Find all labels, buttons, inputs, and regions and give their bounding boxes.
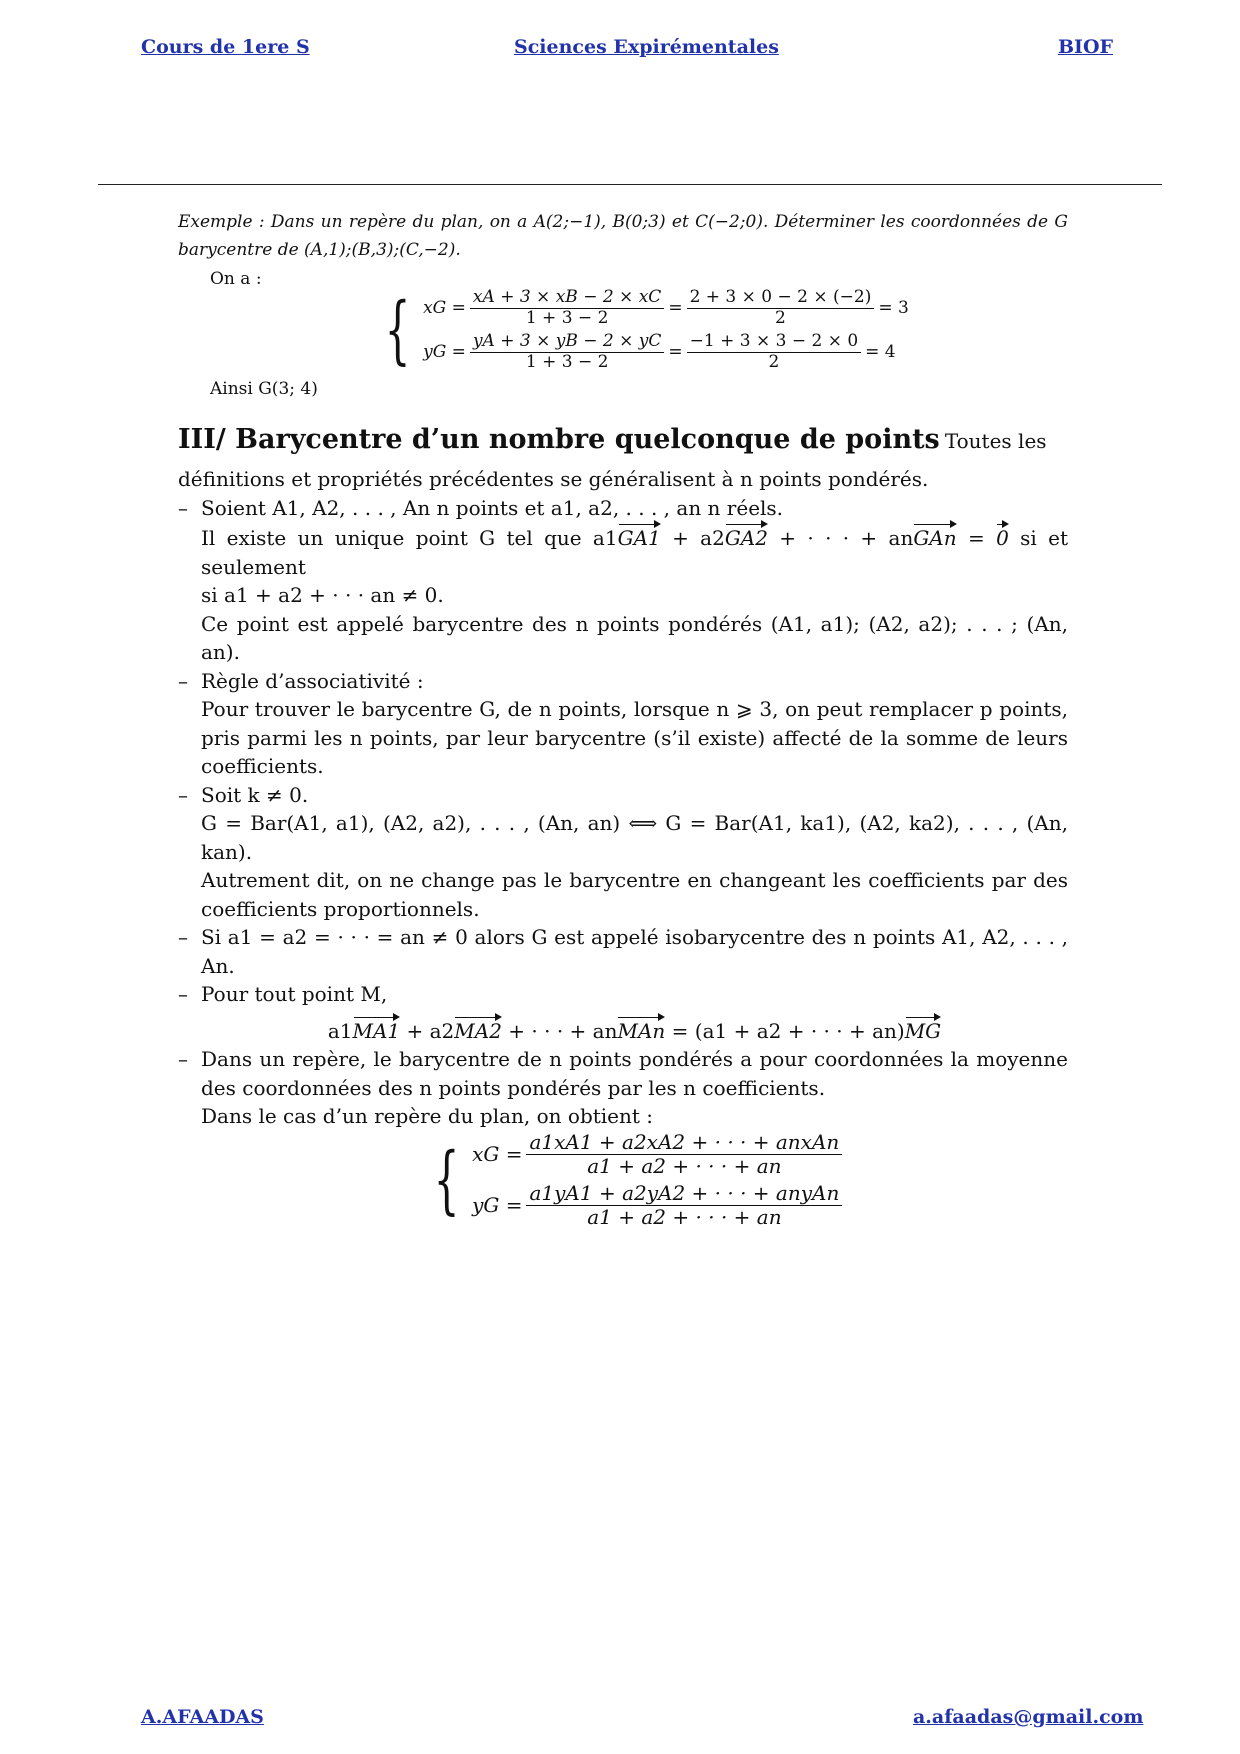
xg-denominator-values: 2 bbox=[775, 307, 786, 328]
text-fragment: + a2 bbox=[660, 526, 725, 551]
item-text: Autrement dit, on ne change pas le barycentre en changeant les coefficients par des coefficients proportionnels. bbox=[201, 868, 1068, 921]
page-content bbox=[178, 208, 1068, 1229]
yg-denominator-values: 2 bbox=[768, 351, 780, 372]
example-xg-row bbox=[423, 288, 909, 328]
yg-numerator: yA + 3 × yB − 2 × yC bbox=[470, 332, 664, 353]
section-intro-rest: définitions et propriétés précédentes se généralisent à n points pondérés. bbox=[178, 467, 929, 492]
vector-ga1: GA1 bbox=[618, 522, 661, 553]
xg-lhs: xG = bbox=[423, 298, 466, 319]
example-label: Exemple : bbox=[178, 212, 265, 232]
general-xg-row bbox=[472, 1131, 846, 1178]
header-right[interactable]: BIOF bbox=[1058, 36, 1113, 58]
header-center[interactable]: Sciences Expirémentales bbox=[514, 36, 779, 58]
xg-numerator-values: 2 + 3 × 0 − 2 × (−2) bbox=[687, 288, 875, 309]
vector-zero: 0 bbox=[996, 522, 1009, 553]
item-text: – Soit k ≠ 0. bbox=[201, 782, 309, 807]
example-system bbox=[374, 288, 1068, 372]
item-text: – Règle d’associativité : bbox=[201, 668, 424, 693]
yg-lhs: yG = bbox=[472, 1192, 523, 1217]
header-rule bbox=[98, 184, 1162, 185]
example-conclusion: Ainsi G(3; 4) bbox=[210, 379, 318, 400]
equals: = bbox=[668, 342, 683, 363]
vector-gan: GAn bbox=[913, 522, 956, 553]
item-text: si a1 + a2 + · · · an ≠ 0. bbox=[201, 583, 444, 608]
yg-denominator: 1 + 3 − 2 bbox=[525, 351, 609, 372]
section-intro-start: Toutes les bbox=[944, 429, 1047, 454]
item-text: Pour trouver le barycentre G, de n points, lorsque n ⩾ 3, on peut remplacer p points, pris parmi les n points, par leur barycentre (s’il existe) affecté de la somme de leurs coefficients. bbox=[201, 697, 1068, 779]
yg-numerator: a1yA1 + a2yA2 + · · · + anyAn bbox=[526, 1182, 842, 1206]
list-item bbox=[178, 1045, 1068, 1229]
header-left[interactable]: Cours de 1ere S bbox=[141, 36, 310, 58]
left-brace: { bbox=[384, 287, 411, 374]
equals: = bbox=[668, 298, 683, 319]
example-paragraph bbox=[178, 208, 1068, 264]
xg-denominator: a1 + a2 + · · · + an bbox=[587, 1153, 782, 1178]
section-title: III/ Barycentre d’un nombre quelconque de points bbox=[178, 424, 940, 456]
vector-man: MAn bbox=[617, 1015, 665, 1046]
section-heading bbox=[178, 422, 1068, 461]
example-yg-row bbox=[423, 332, 909, 372]
item-vector-sum-line bbox=[201, 522, 1068, 581]
yg-lhs: yG = bbox=[423, 342, 466, 363]
vector-ma1: MA1 bbox=[353, 1015, 401, 1046]
xg-lhs: xG = bbox=[472, 1141, 523, 1166]
text-fragment: si et seulement bbox=[201, 526, 1068, 579]
example-text: Dans un repère du plan, on a A(2;−1), B(0;3) et C(−2;0). Déterminer les coordonnées de G barycentre de (A,1);(B,3);(C,−2). bbox=[178, 212, 1068, 260]
list-item bbox=[178, 781, 1068, 924]
footer-left[interactable]: A.AFAADAS bbox=[141, 1706, 264, 1728]
yg-denominator: a1 + a2 + · · · + an bbox=[587, 1204, 782, 1229]
list-item bbox=[178, 494, 1068, 667]
item-text: – Soient A1, A2, . . . , An n points et a1, a2, . . . , an n réels. bbox=[201, 495, 784, 520]
xg-numerator: xA + 3 × xB − 2 × xC bbox=[470, 288, 664, 309]
vector-ma2: MA2 bbox=[454, 1015, 502, 1046]
xg-result: = 3 bbox=[878, 298, 909, 319]
xg-denominator: 1 + 3 − 2 bbox=[525, 307, 609, 328]
item-text: G = Bar(A1, a1), (A2, a2), . . . , (An, an) ⟺ G = Bar(A1, ka1), (A2, ka2), . . . , (An, kan). bbox=[201, 811, 1068, 864]
item-text: – Dans un repère, le barycentre de n points pondérés a pour coordonnées la moyenne des coordonnées des n points pondérés par les n coefficients. bbox=[201, 1047, 1068, 1100]
text-fragment: a1 bbox=[327, 1018, 353, 1043]
general-system bbox=[423, 1131, 1068, 1229]
item-text: – Pour tout point M, bbox=[201, 982, 388, 1007]
xg-numerator: a1xA1 + a2xA2 + · · · + anxAn bbox=[526, 1131, 842, 1155]
text-fragment: + · · · + an bbox=[501, 1018, 618, 1043]
example-on-a: On a : bbox=[210, 269, 262, 289]
property-list bbox=[178, 494, 1068, 1229]
text-fragment: Il existe un unique point G tel que a1 bbox=[201, 526, 618, 551]
item-text: Dans le cas d’un repère du plan, on obtient : bbox=[201, 1104, 654, 1129]
list-item bbox=[178, 667, 1068, 781]
text-fragment: = bbox=[956, 526, 997, 551]
general-yg-row bbox=[472, 1182, 846, 1229]
vector-ga2: GA2 bbox=[725, 522, 768, 553]
list-item bbox=[178, 923, 1068, 980]
yg-result: = 4 bbox=[865, 342, 896, 363]
yg-numerator-values: −1 + 3 × 3 − 2 × 0 bbox=[687, 332, 862, 353]
text-fragment: + · · · + an bbox=[767, 526, 914, 551]
item-text: – Si a1 = a2 = · · · = an ≠ 0 alors G est appelé isobarycentre des n points A1, A2, . . . , An. bbox=[201, 925, 1068, 978]
vector-identity bbox=[201, 1009, 1068, 1046]
item-text: Ce point est appelé barycentre des n points pondérés (A1, a1); (A2, a2); . . . ; (An, an). bbox=[201, 611, 1068, 665]
vector-mg: MG bbox=[905, 1015, 941, 1046]
list-item bbox=[178, 980, 1068, 1045]
left-brace: { bbox=[433, 1136, 460, 1223]
text-fragment: + a2 bbox=[400, 1018, 455, 1043]
footer-right[interactable]: a.afaadas@gmail.com bbox=[913, 1706, 1144, 1728]
text-fragment: = (a1 + a2 + · · · + an) bbox=[665, 1018, 905, 1043]
